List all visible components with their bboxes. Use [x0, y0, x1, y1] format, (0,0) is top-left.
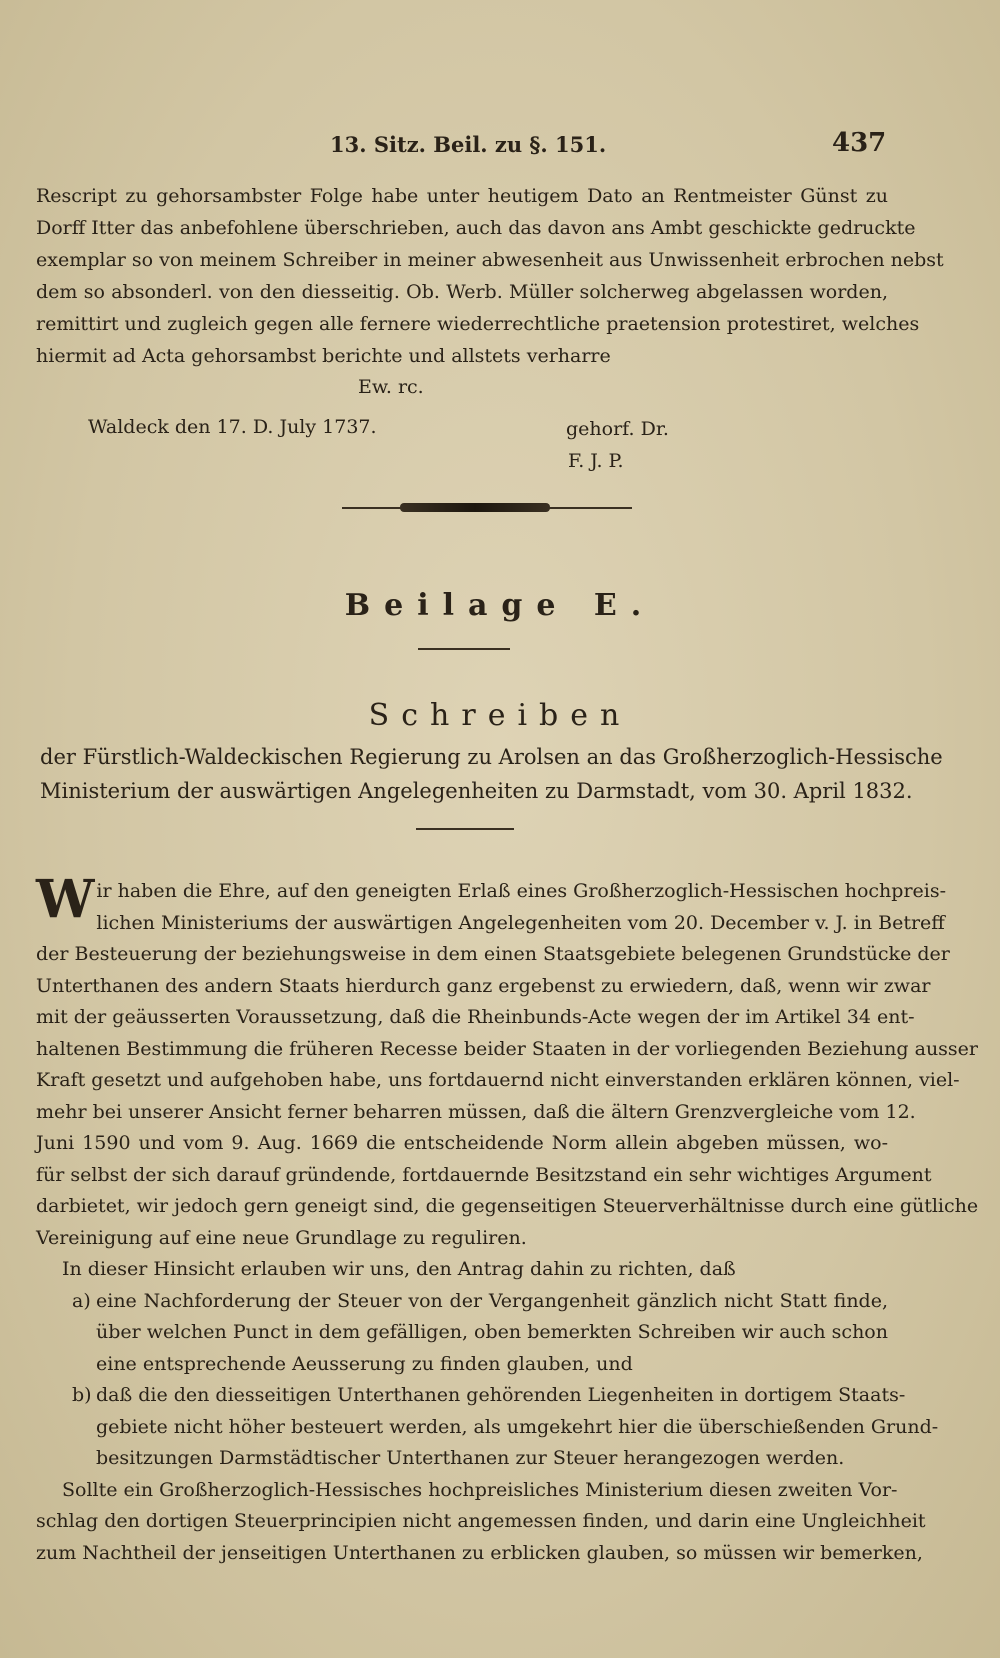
place-date: Waldeck den 17. D. July 1737. [88, 416, 377, 438]
page-header [0, 128, 1000, 172]
text-line: lichen Ministeriums der auswärtigen Angelegenheiten vom 20. December v. J. in Betreff [96, 911, 945, 934]
divider [418, 648, 510, 650]
list-item-b [36, 1380, 939, 1475]
text-line: In dieser Hinsicht erlauben wir uns, den Antrag dahin zu richten, daß [62, 1258, 736, 1280]
text-line: Dorff Itter das anbefohlene überschrieben, auch das davon ans Ambt geschickte gedruckte [36, 217, 916, 239]
text-line: mehr bei unserer Ansicht ferner beharren müssen, daß die ältern Grenzvergleiche vom 12. [36, 1100, 916, 1123]
text-line: gebiete nicht höher besteuert werden, als umgekehrt hier die überschießenden Grund- [96, 1415, 939, 1438]
list-marker: a) [72, 1289, 91, 1312]
text-line: über welchen Punct in dem gefälligen, oben bemerkten Schreiben wir auch schon [96, 1321, 888, 1343]
text-line: remittirt und zugleich gegen alle fernere wiederrechtliche praetension protestiret, welches [36, 313, 920, 335]
subtitle-line: der Fürstlich-Waldeckischen Regierung zu Arolsen an das Großherzoglich-Hessische [40, 745, 943, 769]
ornamental-divider-center [400, 503, 550, 512]
salutation: Ew. rc. [358, 376, 424, 398]
text-line: haltenen Bestimmung die früheren Recesse beider Staaten in der vorliegenden Beziehung ausser [36, 1037, 979, 1060]
list-item-a [36, 1286, 888, 1381]
appendix-title: Beilage E. [344, 588, 656, 623]
divider [416, 828, 514, 830]
running-head: 13. Sitz. Beil. zu §. 151. [330, 132, 607, 157]
text-line: besitzungen Darmstädtischer Unterthanen zur Steuer herangezogen werden. [96, 1447, 845, 1469]
text-line: schlag den dortigen Steuerprincipien nicht angemessen finden, und darin eine Ungleichheit [36, 1510, 926, 1532]
signature: gehorf. Dr. [566, 418, 669, 440]
text-line: eine Nachforderung der Steuer von der Vergangenheit gänzlich nicht Statt finde, [96, 1289, 888, 1312]
text-line: Sollte ein Großherzoglich-Hessisches hochpreisliches Ministerium diesen zweiten Vor- [62, 1478, 898, 1501]
drop-cap: W [36, 869, 95, 930]
subtitle-line: Ministerium der auswärtigen Angelegenheiten zu Darmstadt, vom 30. April 1832. [40, 779, 913, 803]
text-line: Unterthanen des andern Staats hierdurch ganz ergebenst zu erwiedern, daß, wenn wir zwar [36, 974, 931, 997]
page-number: 437 [832, 128, 887, 158]
text-line: der Besteuerung der beziehungsweise in dem einen Staatsgebiete belegenen Grundstücke der [36, 943, 950, 965]
text-line: Vereinigung auf eine neue Grundlage zu reguliren. [36, 1226, 527, 1249]
signature-initials: F. J. P. [568, 450, 624, 472]
text-line: für selbst der sich darauf gründende, fortdauernde Besitzstand ein sehr wichtiges Argument [36, 1163, 932, 1186]
text-line: Rescript zu gehorsambster Folge habe unter heutigem Dato an Rentmeister Günst zu [36, 185, 888, 207]
text-line: exemplar so von meinem Schreiber in meiner abwesenheit aus Unwissenheit erbrochen nebst [36, 249, 944, 271]
text-line: ir haben die Ehre, auf den geneigten Erlaß eines Großherzoglich-Hessischen hochpreis- [96, 880, 947, 902]
letter-subtitle [40, 740, 943, 808]
letter-title: Schreiben [368, 698, 632, 733]
text-line: eine entsprechende Aeusserung zu finden glauben, und [96, 1352, 633, 1375]
text-line: mit der geäusserten Voraussetzung, daß die Rheinbunds-Acte wegen der im Artikel 34 ent- [36, 1006, 915, 1028]
letter-body [36, 869, 979, 1569]
text-line: hiermit ad Acta gehorsambst berichte und allstets verharre [36, 345, 611, 367]
rescript-paragraph [36, 180, 944, 372]
text-line: dem so absonderl. von den diesseitig. Ob. Werb. Müller solcherweg abgelassen worden, [36, 281, 888, 303]
text-line: daß die den diesseitigen Unterthanen gehörenden Liegenheiten in dortigem Staats- [96, 1384, 906, 1406]
text-line: Kraft gesetzt und aufgehoben habe, uns fortdauernd nicht einverstanden erklären können, viel- [36, 1069, 960, 1091]
text-line: zum Nachtheil der jenseitigen Unterthanen zu erblicken glauben, so müssen wir bemerken, [36, 1541, 923, 1564]
list-marker: b) [72, 1384, 92, 1406]
text-line: Juni 1590 und vom 9. Aug. 1669 die entscheidende Norm allein abgeben müssen, wo- [36, 1132, 888, 1154]
text-line: darbietet, wir jedoch gern geneigt sind, die gegenseitigen Steuerverhältnisse durch eine gütliche [36, 1195, 979, 1217]
